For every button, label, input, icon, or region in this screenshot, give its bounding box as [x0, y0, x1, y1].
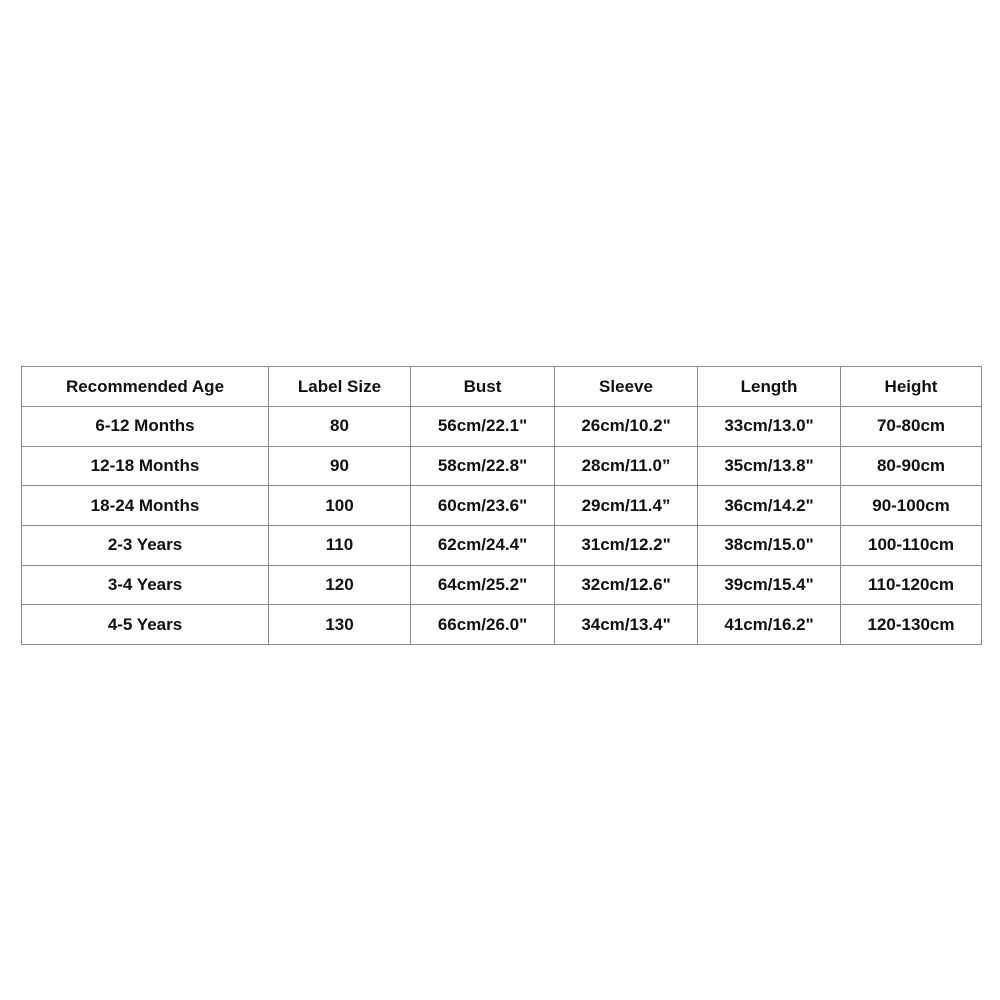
cell-length: 38cm/15.0" — [698, 525, 841, 565]
cell-length: 33cm/13.0" — [698, 407, 841, 447]
cell-bust: 60cm/23.6" — [411, 486, 555, 526]
cell-age: 12-18 Months — [22, 446, 269, 486]
cell-sleeve: 26cm/10.2" — [555, 407, 698, 447]
cell-label-size: 90 — [269, 446, 411, 486]
cell-label-size: 80 — [269, 407, 411, 447]
cell-length: 41cm/16.2" — [698, 605, 841, 645]
header-length: Length — [698, 367, 841, 407]
cell-height: 70-80cm — [841, 407, 982, 447]
table-row — [22, 446, 982, 486]
cell-bust: 66cm/26.0" — [411, 605, 555, 645]
cell-height: 110-120cm — [841, 565, 982, 605]
size-chart-table — [21, 366, 982, 645]
cell-length: 36cm/14.2" — [698, 486, 841, 526]
cell-length: 39cm/15.4" — [698, 565, 841, 605]
cell-label-size: 100 — [269, 486, 411, 526]
cell-age: 4-5 Years — [22, 605, 269, 645]
header-recommended-age: Recommended Age — [22, 367, 269, 407]
cell-age: 3-4 Years — [22, 565, 269, 605]
table-row — [22, 565, 982, 605]
cell-sleeve: 32cm/12.6" — [555, 565, 698, 605]
cell-height: 80-90cm — [841, 446, 982, 486]
cell-bust: 56cm/22.1" — [411, 407, 555, 447]
header-height: Height — [841, 367, 982, 407]
cell-sleeve: 34cm/13.4" — [555, 605, 698, 645]
cell-length: 35cm/13.8" — [698, 446, 841, 486]
cell-height: 120-130cm — [841, 605, 982, 645]
cell-bust: 62cm/24.4" — [411, 525, 555, 565]
header-bust: Bust — [411, 367, 555, 407]
cell-age: 6-12 Months — [22, 407, 269, 447]
table-row — [22, 605, 982, 645]
cell-height: 100-110cm — [841, 525, 982, 565]
cell-label-size: 130 — [269, 605, 411, 645]
cell-sleeve: 29cm/11.4” — [555, 486, 698, 526]
cell-bust: 64cm/25.2" — [411, 565, 555, 605]
table-row — [22, 486, 982, 526]
cell-height: 90-100cm — [841, 486, 982, 526]
table-row — [22, 407, 982, 447]
cell-age: 18-24 Months — [22, 486, 269, 526]
header-label-size: Label Size — [269, 367, 411, 407]
header-sleeve: Sleeve — [555, 367, 698, 407]
cell-label-size: 110 — [269, 525, 411, 565]
cell-sleeve: 31cm/12.2" — [555, 525, 698, 565]
cell-bust: 58cm/22.8" — [411, 446, 555, 486]
table-row — [22, 525, 982, 565]
cell-sleeve: 28cm/11.0” — [555, 446, 698, 486]
cell-age: 2-3 Years — [22, 525, 269, 565]
cell-label-size: 120 — [269, 565, 411, 605]
table-header-row — [22, 367, 982, 407]
